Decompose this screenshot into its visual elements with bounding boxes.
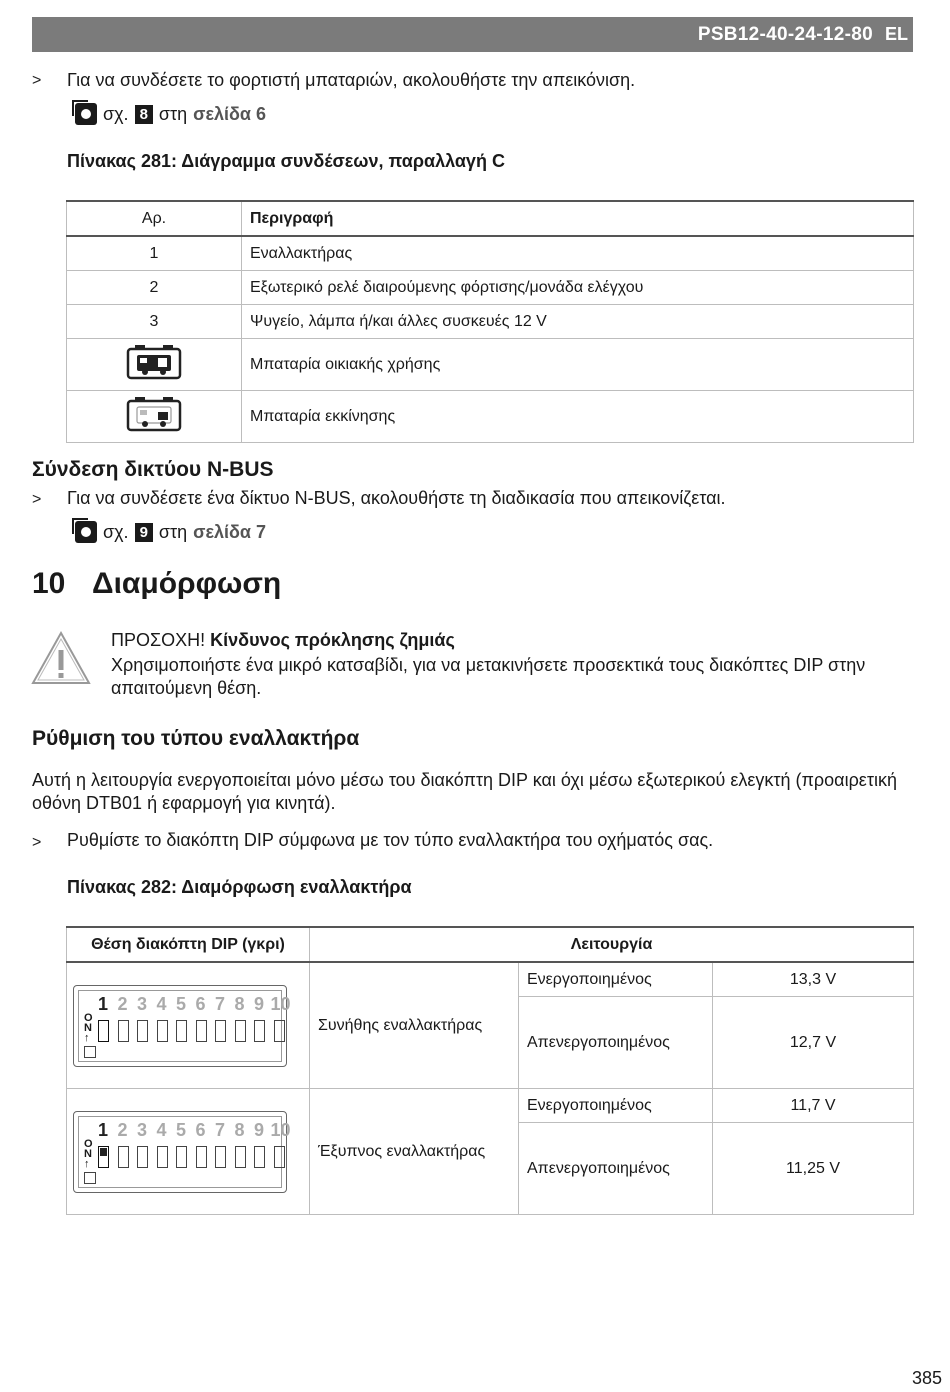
caution-heading (111, 630, 455, 651)
dip-switch (157, 1020, 168, 1042)
dip-switch (137, 1020, 148, 1042)
table-row (67, 305, 914, 339)
dip-number: 5 (176, 1119, 187, 1140)
row-description: Μπαταρία εκκίνησης (242, 391, 914, 443)
state-label: Απενεργοποιημένος (519, 1123, 713, 1215)
row-number: 2 (67, 271, 242, 305)
row-description: Ψυγείο, λάμπα ή/και άλλες συσκευές 12 V (242, 305, 914, 339)
section-title-alternator: Ρύθμιση του τύπου εναλλακτήρα (32, 727, 360, 750)
voltage-value: 11,25 V (713, 1123, 914, 1215)
row-number: 3 (67, 305, 242, 339)
dip-switch (235, 1020, 246, 1042)
voltage-value: 11,7 V (713, 1089, 914, 1123)
table-row (67, 271, 914, 305)
dip-number: 1 (98, 993, 109, 1014)
header-number: Αρ. (67, 201, 242, 236)
dip-number: 2 (117, 993, 128, 1014)
dip-number: 8 (234, 1119, 245, 1140)
dip-number: 6 (195, 1119, 206, 1140)
section-paragraph: Αυτή η λειτουργία ενεργοποιείται μόνο μέσω του διακόπτη DIP και όχι μέσω εξωτερικού ελεγκτή (προαιρετική οθόνη DTB01 ή εφαρμογή για κινητά). (32, 770, 897, 813)
language-code: EL (884, 24, 908, 44)
warning-icon (30, 630, 92, 686)
dip-number: 4 (156, 1119, 167, 1140)
chapter-title: Διαμόρφωση (92, 567, 282, 600)
alternator-type: Συνήθης εναλλακτήρας (310, 962, 519, 1089)
dip-switch (196, 1146, 207, 1168)
dip-switch (98, 1020, 109, 1042)
dip-number: 4 (156, 993, 167, 1014)
caution-title: Κίνδυνος πρόκλησης ζημιάς (210, 630, 455, 650)
page-number: 385 (911, 1368, 942, 1388)
page-header (32, 17, 913, 52)
dip-number: 9 (254, 1119, 265, 1140)
table-row (67, 1089, 914, 1123)
table-row (67, 339, 914, 391)
section-title-nbus: Σύνδεση δικτύου N-BUS (32, 458, 274, 481)
step-text: Για να συνδέσετε ένα δίκτυο N-BUS, ακολουθήστε τη διαδικασία που απεικονίζεται. (67, 488, 726, 508)
dip-number: 2 (117, 1119, 128, 1140)
dip-switch (215, 1146, 226, 1168)
caution-text: Χρησιμοποιήστε ένα μικρό κατσαβίδι, για να μετακινήσετε προσεκτικά τους διακόπτες DIP στην απαιτούμενη θέση. (111, 655, 866, 698)
dip-switch (196, 1020, 207, 1042)
ref-mid: στη (158, 521, 188, 542)
camera-icon (75, 103, 97, 125)
page-ref: σελίδα 7 (193, 521, 267, 542)
table-header-row (67, 927, 914, 962)
voltage-value: 13,3 V (713, 962, 914, 997)
row-description: Μπαταρία οικιακής χρήσης (242, 339, 914, 391)
table-caption: Πίνακας 281: Διάγραμμα συνδέσεων, παραλλαγή C (67, 151, 505, 171)
dip-on-label: O N ↑ (84, 1137, 93, 1170)
dip-switch (254, 1020, 265, 1042)
dip-on-label: O N ↑ (84, 1011, 93, 1044)
chapter-number: 10 (32, 567, 66, 600)
header-dip-position: Θέση διακόπτη DIP (γκρι) (67, 927, 310, 962)
table-header-row (67, 201, 914, 236)
connection-table (66, 200, 914, 443)
dip-number: 9 (254, 993, 265, 1014)
dip-number: 3 (137, 1119, 148, 1140)
starter-battery-icon (125, 395, 183, 433)
dip-switch-diagram (73, 1111, 291, 1193)
voltage-value: 12,7 V (713, 997, 914, 1089)
ref-mid: στη (158, 103, 188, 124)
dip-number: 7 (215, 993, 226, 1014)
dip-switch-diagram (73, 985, 291, 1067)
step-marker: > (32, 72, 42, 89)
dip-switch (118, 1146, 129, 1168)
dip-number: 5 (176, 993, 187, 1014)
table-row (67, 236, 914, 271)
dip-switch (274, 1146, 285, 1168)
figure-reference[interactable] (75, 521, 266, 543)
alternator-type: Έξυπνος εναλλακτήρας (310, 1089, 519, 1215)
house-battery-icon (125, 343, 183, 381)
caution-label: ΠΡΟΣΟΧΗ! (111, 630, 206, 650)
dip-switch (118, 1020, 129, 1042)
table-row (67, 962, 914, 997)
dip-switch (235, 1146, 246, 1168)
state-label: Ενεργοποιημένος (519, 962, 713, 997)
table-row (67, 391, 914, 443)
state-label: Ενεργοποιημένος (519, 1089, 713, 1123)
table-caption: Πίνακας 282: Διαμόρφωση εναλλακτήρα (67, 877, 412, 897)
dip-switch (157, 1146, 168, 1168)
dip-switch (215, 1020, 226, 1042)
alternator-config-table (66, 926, 914, 1215)
dip-switch (98, 1146, 109, 1168)
page-ref: σελίδα 6 (193, 103, 267, 124)
dip-switch (137, 1146, 148, 1168)
dip-number: 10 (270, 1119, 291, 1140)
figure-number: 8 (135, 105, 153, 124)
row-number: 1 (67, 236, 242, 271)
step-marker: > (32, 834, 42, 851)
dip-switch (176, 1020, 187, 1042)
dip-switch (274, 1020, 285, 1042)
step-text: Για να συνδέσετε το φορτιστή μπαταριών, ακολουθήστε την απεικόνιση. (67, 70, 636, 90)
header-description: Περιγραφή (242, 201, 914, 236)
header-function: Λειτουργία (310, 927, 914, 962)
camera-icon (75, 521, 97, 543)
dip-number: 3 (137, 993, 148, 1014)
dip-number: 10 (270, 993, 291, 1014)
figure-reference[interactable] (75, 103, 266, 125)
dip-number: 1 (98, 1119, 109, 1140)
dip-switch (176, 1146, 187, 1168)
row-description: Εναλλακτήρας (242, 236, 914, 271)
dip-off-marker (84, 1046, 96, 1058)
state-label: Απενεργοποιημένος (519, 997, 713, 1089)
step-marker: > (32, 491, 42, 508)
step-text: Ρυθμίστε το διακόπτη DIP σύμφωνα με τον τύπο εναλλακτήρα του οχήματός σας. (67, 830, 714, 850)
ref-prefix: σχ. (103, 521, 129, 542)
doc-id: PSB12-40-24-12-80 (697, 24, 873, 45)
dip-switch (254, 1146, 265, 1168)
dip-number: 6 (195, 993, 206, 1014)
dip-number: 7 (215, 1119, 226, 1140)
figure-number: 9 (135, 523, 153, 542)
dip-number: 8 (234, 993, 245, 1014)
ref-prefix: σχ. (103, 103, 129, 124)
row-description: Εξωτερικό ρελέ διαιρούμενης φόρτισης/μονάδα ελέγχου (242, 271, 914, 305)
dip-off-marker (84, 1172, 96, 1184)
